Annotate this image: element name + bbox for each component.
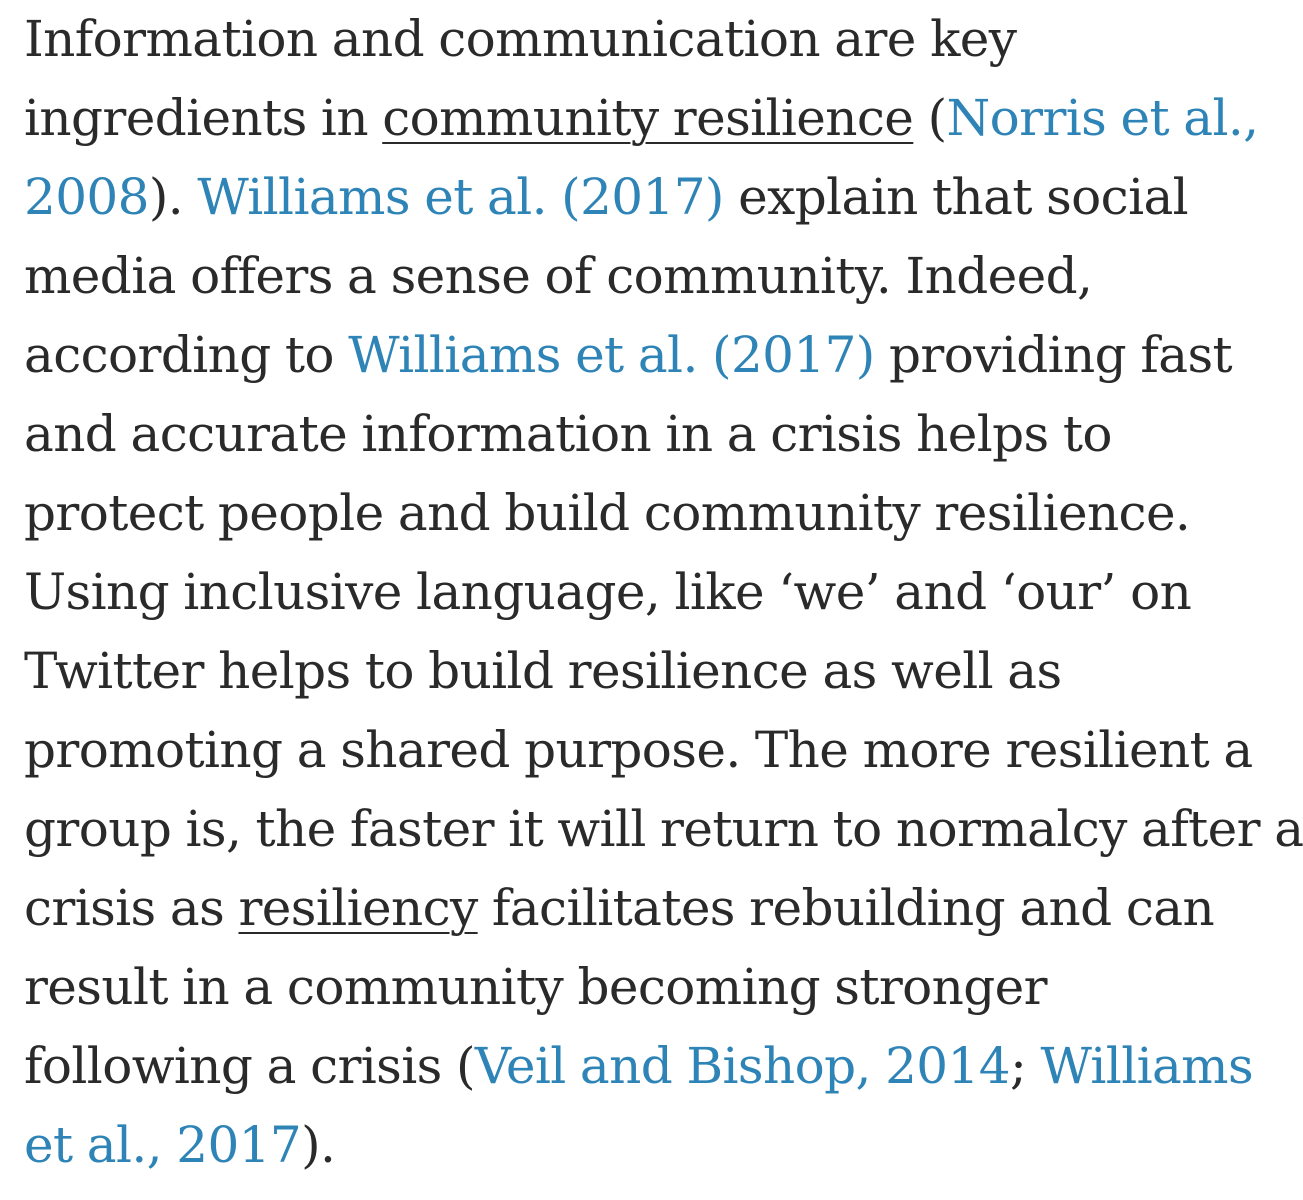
text: promoting a shared purpose. The more resilient a bbox=[24, 721, 1253, 779]
text: ). bbox=[148, 168, 198, 226]
line-14 bbox=[24, 1027, 1254, 1106]
topic-link-resiliency[interactable]: resiliency bbox=[238, 879, 478, 937]
line-12 bbox=[24, 869, 1215, 948]
citation-link-veil-bishop-2014[interactable]: Veil and Bishop, 2014 bbox=[474, 1037, 1010, 1095]
line-6 bbox=[24, 395, 1194, 474]
line-5 bbox=[24, 316, 1233, 395]
line-9 bbox=[24, 632, 1194, 711]
text: media offers a sense of community. Indeed, bbox=[24, 247, 1093, 305]
text: and accurate information in a crisis helps to bbox=[24, 405, 1112, 463]
line-13 bbox=[24, 948, 1194, 1027]
text: ingredients in bbox=[24, 89, 383, 147]
text: result in a community becoming stronger bbox=[24, 958, 1047, 1016]
line-4 bbox=[24, 237, 1194, 316]
citation-link-williams-2017-third[interactable]: Williams bbox=[1040, 1037, 1254, 1095]
text: following a crisis ( bbox=[24, 1037, 475, 1095]
citation-link-norris-2008[interactable]: Norris et al., bbox=[946, 89, 1259, 147]
citation-link-williams-2017[interactable]: Williams et al. (2017) bbox=[197, 168, 724, 226]
citation-link-norris-2008-year[interactable]: 2008 bbox=[24, 168, 149, 226]
text: according to bbox=[24, 326, 349, 384]
text: Twitter helps to build resilience as well as bbox=[24, 642, 1062, 700]
text: ). bbox=[301, 1116, 336, 1174]
text: Information and communication are key bbox=[24, 10, 1017, 68]
line-15 bbox=[24, 1106, 1194, 1185]
topic-link-community-resilience[interactable]: community resilience bbox=[382, 89, 914, 147]
text: explain that social bbox=[723, 168, 1189, 226]
line-7 bbox=[24, 474, 1194, 553]
line-1 bbox=[24, 0, 1194, 79]
line-8 bbox=[24, 553, 1194, 632]
text: facilitates rebuilding and can bbox=[477, 879, 1215, 937]
text: group is, the faster it will return to normalcy after a bbox=[24, 800, 1303, 858]
citation-link-williams-2017-second[interactable]: Williams et al. (2017) bbox=[348, 326, 875, 384]
text: ( bbox=[913, 89, 947, 147]
line-10 bbox=[24, 711, 1253, 790]
article-paragraph bbox=[24, 0, 1303, 1185]
citation-link-williams-2017-third-cont[interactable]: et al., 2017 bbox=[24, 1116, 302, 1174]
text: ; bbox=[1009, 1037, 1041, 1095]
text: Using inclusive language, like ‘we’ and ‘our’ on bbox=[24, 563, 1192, 621]
line-3 bbox=[24, 158, 1194, 237]
line-11 bbox=[24, 790, 1303, 869]
line-2 bbox=[24, 79, 1259, 158]
text: providing fast bbox=[874, 326, 1233, 384]
text: crisis as bbox=[24, 879, 239, 937]
text: protect people and build community resilience. bbox=[24, 484, 1191, 542]
